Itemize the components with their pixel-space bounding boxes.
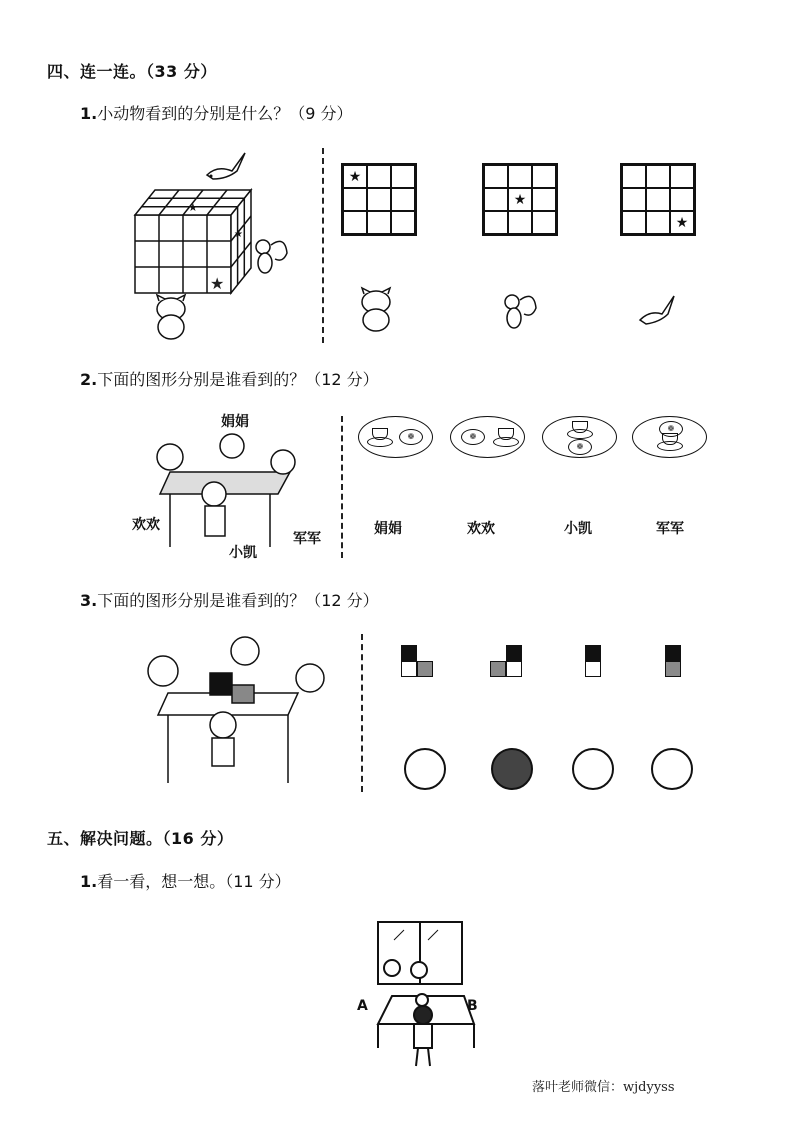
girl-back-head-icon	[491, 748, 533, 790]
girl-face-icon	[404, 748, 446, 790]
s5-q1-title: 1.看一看，想一想。（11 分）	[80, 872, 291, 891]
cube-table-scene	[138, 633, 328, 793]
view-grid-1	[341, 163, 417, 236]
boy-face-icon	[651, 748, 693, 790]
bird-icon	[636, 292, 678, 326]
squirrel-icon	[256, 240, 287, 273]
candy-icon: ❁	[399, 429, 423, 445]
answer-label-2: 欢欢	[467, 521, 495, 537]
q1-title: 1.小动物看到的分别是什么？（9 分）	[80, 104, 353, 123]
star-icon: ★	[508, 188, 532, 211]
scene-label-huanhuan: 欢欢	[132, 517, 160, 533]
position-label-b: B	[467, 998, 478, 1014]
star-icon: ★	[343, 165, 367, 188]
bird-icon	[207, 153, 245, 179]
plate-view-4	[632, 416, 707, 458]
squirrel-icon	[502, 290, 538, 330]
candy-icon: ❁	[659, 421, 683, 437]
plate-view-1	[358, 416, 433, 458]
section4-title: 四、连一连。（33 分）	[47, 62, 217, 81]
watermark-text: 落叶老师微信：wjdyyss	[532, 1080, 675, 1095]
view-grid-2	[482, 163, 558, 236]
cube-stack-figure	[125, 145, 295, 345]
pig-icon	[157, 295, 185, 339]
tea-table-scene	[150, 432, 310, 552]
cup-icon	[572, 421, 588, 433]
q3-title: 3.下面的图形分别是谁看到的？（12 分）	[80, 591, 379, 610]
plate-view-2	[450, 416, 525, 458]
girl-side-face-icon	[572, 748, 614, 790]
pig-icon	[360, 288, 392, 332]
position-label-a: A	[357, 998, 368, 1014]
cup-icon	[372, 428, 388, 440]
answer-label-4: 军军	[656, 521, 684, 537]
candy-icon: ❁	[568, 439, 592, 455]
window-table-scene	[364, 920, 478, 1068]
scene-label-juanjuan: 娟娟	[221, 414, 249, 430]
cup-icon	[662, 433, 678, 445]
svg-text:★: ★	[188, 201, 198, 214]
scene-label-xiaokai: 小凯	[229, 545, 257, 561]
q2-title: 2.下面的图形分别是谁看到的？（12 分）	[80, 370, 379, 389]
star-icon: ★	[670, 211, 694, 234]
q2-divider	[341, 416, 343, 558]
cup-icon	[498, 428, 514, 440]
svg-text:★: ★	[234, 229, 243, 240]
view-grid-3	[620, 163, 696, 236]
answer-label-3: 小凯	[564, 521, 592, 537]
q1-divider	[322, 148, 324, 343]
svg-text:★: ★	[210, 274, 225, 293]
candy-icon: ❁	[461, 429, 485, 445]
section5-title: 五、解决问题。（16 分）	[47, 829, 234, 848]
scene-label-junjun: 军军	[293, 531, 321, 547]
plate-view-3	[542, 416, 617, 458]
answer-label-1: 娟娟	[374, 521, 402, 537]
q3-divider	[361, 634, 363, 792]
